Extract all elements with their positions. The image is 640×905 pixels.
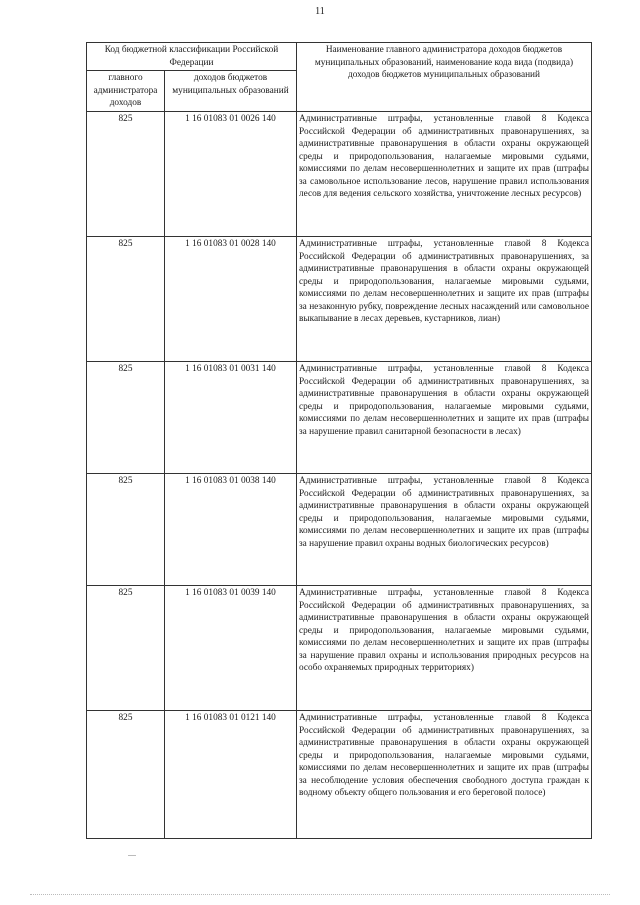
scan-footer-marks: [30, 892, 610, 895]
table-row: [87, 474, 592, 586]
header-kbk: Код бюджетной классификации Российской Федерации: [87, 43, 297, 71]
header-income: доходов бюджетов муниципальных образований: [165, 71, 297, 112]
header-name: Наименование главного администратора доходов бюджетов муниципальных образований, наименование кода вида (подвида) доходов бюджетов муниципальных образований: [297, 43, 592, 112]
admin-code-cell: 825: [87, 237, 165, 362]
income-name-cell: Административные штрафы, установленные главой 8 Кодекса Российской Федерации об административных правонарушениях, за административные правонарушения в области охраны окружающей среды и природопользования, налагаемые мировыми судьями, комиссиями по делам несовершеннолетних и защите их прав (штрафы за самовольное использование лесов, нарушение правил использования лесов для ведения сельского хозяйства, уничтожение лесных ресурсов): [297, 112, 592, 237]
admin-code-cell: 825: [87, 362, 165, 474]
table-row: [87, 362, 592, 474]
income-name-cell: Административные штрафы, установленные главой 8 Кодекса Российской Федерации об административных правонарушениях, за административные правонарушения в области охраны окружающей среды и природопользования, налагаемые мировыми судьями, комиссиями по делам несовершеннолетних и защите их прав (штрафы за несоблюдение условия обеспечения свободного доступа граждан к водному объекту общего пользования и его береговой полосе): [297, 711, 592, 839]
table-row: [87, 586, 592, 711]
income-name-cell: Административные штрафы, установленные главой 8 Кодекса Российской Федерации об административных правонарушениях, за административные правонарушения в области охраны окружающей среды и природопользования, налагаемые мировыми судьями, комиссиями по делам несовершеннолетних и защите их прав (штрафы за нарушение правил охраны водных биологических ресурсов): [297, 474, 592, 586]
scan-mark: [128, 855, 136, 856]
income-code-cell: 1 16 01083 01 0028 140: [165, 237, 297, 362]
income-code-cell: 1 16 01083 01 0031 140: [165, 362, 297, 474]
admin-code-cell: 825: [87, 112, 165, 237]
table-header: [87, 43, 592, 112]
income-name-cell: Административные штрафы, установленные главой 8 Кодекса Российской Федерации об административных правонарушениях, за административные правонарушения в области охраны окружающей среды и природопользования, налагаемые мировыми судьями, комиссиями по делам несовершеннолетних и защите их прав (штрафы за нарушение правил охраны и использования природных ресурсов на особо охраняемых природных территориях): [297, 586, 592, 711]
table-row: [87, 112, 592, 237]
admin-code-cell: 825: [87, 586, 165, 711]
admin-code-cell: 825: [87, 711, 165, 839]
header-admin: главного администратора доходов: [87, 71, 165, 112]
table-row: [87, 711, 592, 839]
table-row: [87, 237, 592, 362]
income-code-cell: 1 16 01083 01 0039 140: [165, 586, 297, 711]
income-code-cell: 1 16 01083 01 0121 140: [165, 711, 297, 839]
admin-code-cell: 825: [87, 474, 165, 586]
income-code-cell: 1 16 01083 01 0038 140: [165, 474, 297, 586]
page-number: 11: [315, 6, 325, 17]
income-code-cell: 1 16 01083 01 0026 140: [165, 112, 297, 237]
income-name-cell: Административные штрафы, установленные главой 8 Кодекса Российской Федерации об административных правонарушениях, за административные правонарушения в области охраны окружающей среды и природопользования, налагаемые мировыми судьями, комиссиями по делам несовершеннолетних и защите их прав (штрафы за незаконную рубку, повреждение лесных насаждений или самовольное выкапывание в лесах деревьев, кустарников, лиан): [297, 237, 592, 362]
kbk-table: [86, 42, 592, 839]
income-name-cell: Административные штрафы, установленные главой 8 Кодекса Российской Федерации об административных правонарушениях, за административные правонарушения в области охраны окружающей среды и природопользования, налагаемые мировыми судьями, комиссиями по делам несовершеннолетних и защите их прав (штрафы за нарушение правил санитарной безопасности в лесах): [297, 362, 592, 474]
